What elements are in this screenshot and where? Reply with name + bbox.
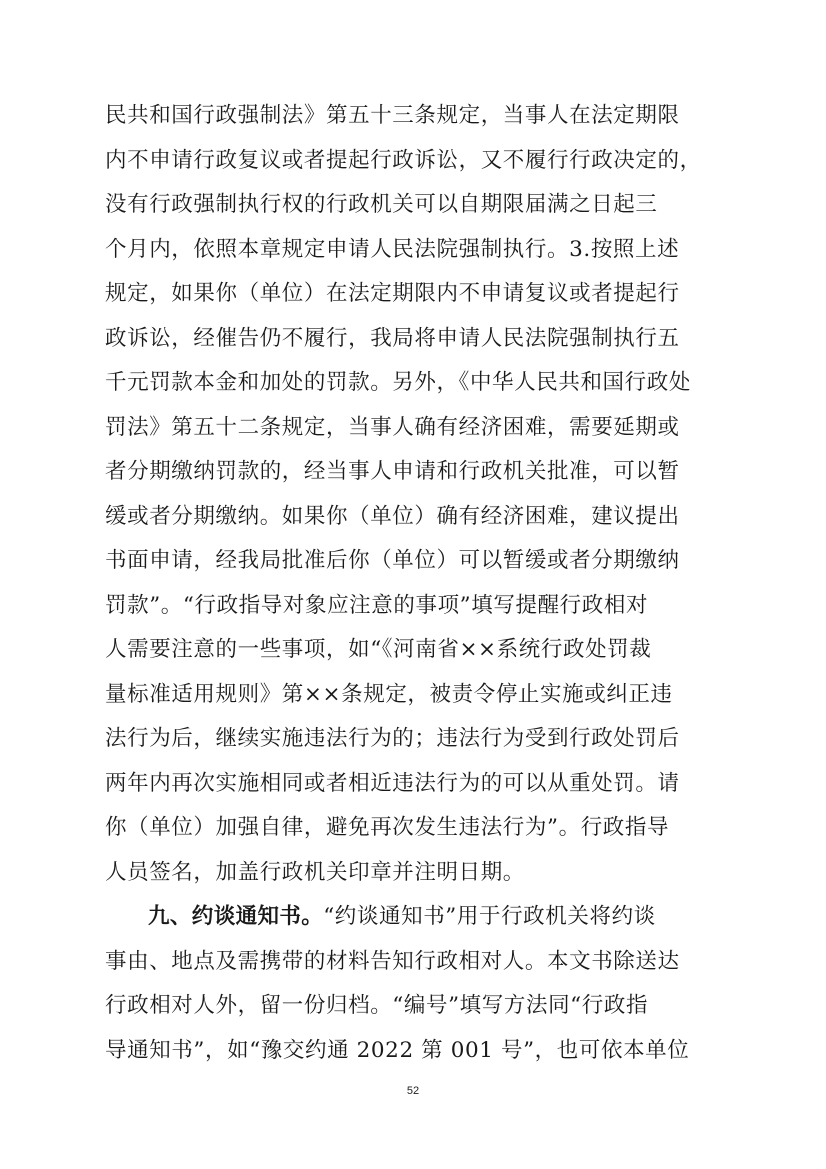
paragraph-line: 千元罚款本金和加处的罚款。另外，《中华人民共和国行政处 xyxy=(105,370,691,395)
paragraph-line: 两年内再次实施相同或者相近违法行为的可以从重处罚。请 xyxy=(105,770,680,796)
paragraph-line: 者分期缴纳罚款的，经当事人申请和行政机关批准，可以暂 xyxy=(105,459,680,484)
paragraph-line: 规定，如果你（单位）在法定期限内不申请复议或者提起行 xyxy=(105,281,680,306)
paragraph-line: 事由、地点及需携带的材料告知行政相对人。本文书除送达 xyxy=(105,948,680,974)
paragraph-line: 罚法》第五十二条规定，当事人确有经济困难，需要延期或 xyxy=(105,414,680,440)
paragraph-line: 民共和国行政强制法》第五十三条规定，当事人在法定期限 xyxy=(105,103,680,128)
paragraph-line: 人需要注意的一些事项，如“《河南省××系统行政处罚裁 xyxy=(105,637,652,662)
section-text: “约谈通知书”用于行政机关将约谈 xyxy=(323,904,656,929)
paragraph-line: 法行为后，继续实施违法行为的；违法行为受到行政处罚后 xyxy=(105,726,680,751)
paragraph-line: 量标准适用规则》第××条规定，被责令停止实施或纠正违 xyxy=(105,681,673,707)
paragraph-line: 你（单位）加强自律，避免再次发生违法行为”。行政指导 xyxy=(105,815,670,840)
paragraph-line: 内不申请行政复议或者提起行政诉讼，又不履行行政决定的， xyxy=(105,147,702,173)
paragraph-line: 导通知书”，如“豫交约通 2022 第 001 号”，也可依本单位 xyxy=(105,1037,690,1063)
section-heading: 九、约谈通知书。 xyxy=(148,904,324,929)
paragraph-line: 个月内，依照本章规定申请人民法院强制执行。3.按照上述 xyxy=(105,236,680,262)
paragraph-line: 罚款”。“行政指导对象应注意的事项”填写提醒行政相对 xyxy=(105,592,649,618)
paragraph-line: 缓或者分期缴纳。如果你（单位）确有经济困难，建议提出 xyxy=(105,503,680,529)
paragraph-line: 书面申请，经我局批准后你（单位）可以暂缓或者分期缴纳 xyxy=(105,548,680,573)
paragraph-line: 行政相对人外，留一份归档。“编号”填写方法同“行政指 xyxy=(105,993,649,1018)
paragraph-line: 没有行政强制执行权的行政机关可以自期限届满之日起三 xyxy=(105,192,658,217)
section-first-line xyxy=(105,895,725,940)
paragraph-line: 政诉讼，经催告仍不履行，我局将申请人民法院强制执行五 xyxy=(105,325,680,351)
page-number: 52 xyxy=(406,1085,420,1097)
body-text xyxy=(105,94,725,1073)
paragraph-line: 人员签名，加盖行政机关印章并注明日期。 xyxy=(105,859,525,885)
